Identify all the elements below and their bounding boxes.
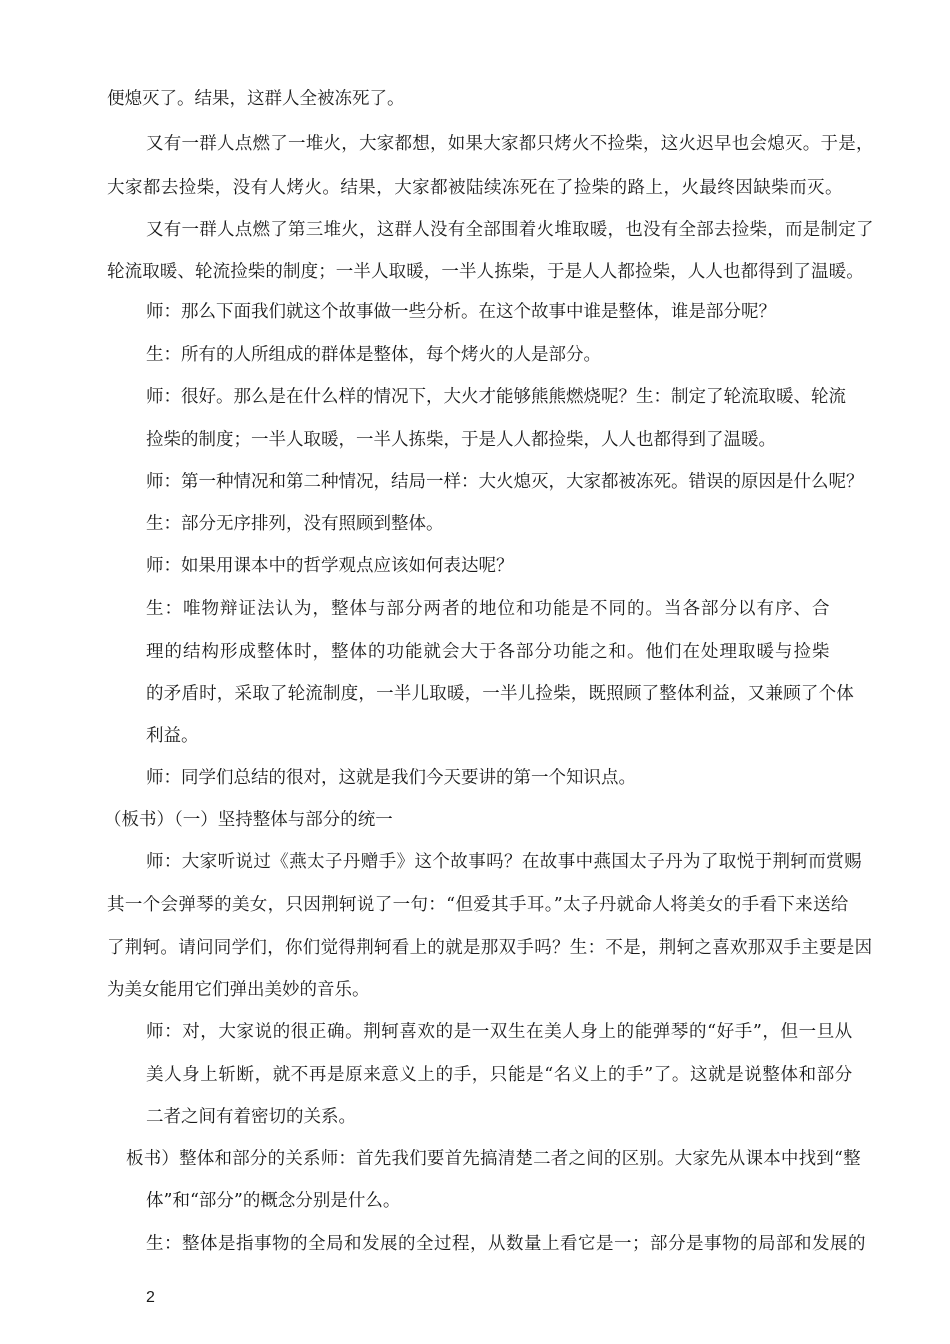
text-line: 捡柴的制度；一半人取暖，一半人拣柴，于是人人都捡柴，人人也都得到了温暖。: [146, 430, 776, 450]
page-number: 2: [146, 1289, 155, 1306]
text-line: 美人身上斩断，就不再是原来意义上的手，只能是“名义上的手”了。这就是说整体和部分: [146, 1065, 853, 1085]
text-line: 师：大家听说过《燕太子丹赠手》这个故事吗？在故事中燕国太子丹为了取悦于荆轲而赏赐: [146, 852, 862, 872]
text-line: 轮流取暖、轮流捡柴的制度；一半人取暖，一半人拣柴，于是人人都捡柴，人人也都得到了温暖。: [107, 262, 864, 282]
text-line: 便熄灭了。结果，这群人全被冻死了。: [107, 89, 405, 109]
text-line: 生：唯物辩证法认为，整体与部分两者的地位和功能是不同的。当各部分以有序、合: [146, 599, 831, 619]
text-line: 师：第一种情况和第二种情况，结局一样：大火熄灭，大家都被冻死。错误的原因是什么呢？: [146, 472, 864, 492]
text-line: 的矛盾时，采取了轮流制度，一半儿取暖，一半儿捡柴，既照顾了整体利益，又兼顾了个体: [146, 684, 854, 704]
text-line: 了荆轲。请问同学们，你们觉得荆轲看上的就是那双手吗？生：不是，荆轲之喜欢那双手主要是因: [107, 938, 873, 958]
text-line: 又有一群人点燃了一堆火，大家都想，如果大家都只烤火不捡柴，这火迟早也会熄灭。于是，: [146, 134, 874, 154]
text-line: 师：那么下面我们就这个故事做一些分析。在这个故事中谁是整体，谁是部分呢？: [146, 302, 776, 322]
text-line: 二者之间有着密切的关系。: [146, 1107, 356, 1127]
text-line: 师：如果用课本中的哲学观点应该如何表达呢？: [146, 556, 514, 576]
text-line: 生：所有的人所组成的群体是整体，每个烤火的人是部分。: [146, 345, 601, 365]
board-heading: 板书）整体和部分的关系师：首先我们要首先搞清楚二者之间的区别。大家先从课本中找到“整: [126, 1149, 861, 1169]
text-line: 又有一群人点燃了第三堆火，这群人没有全部围着火堆取暖，也没有全部去捡柴，而是制定了: [146, 220, 874, 240]
text-line: 师：很好。那么是在什么样的情况下，大火才能够熊熊燃烧呢？生：制定了轮流取暖、轮流: [146, 387, 846, 407]
text-line: 体”和“部分”的概念分别是什么。: [146, 1191, 401, 1211]
text-line: 师：同学们总结的很对，这就是我们今天要讲的第一个知识点。: [146, 768, 636, 788]
text-line: 利益。: [146, 726, 199, 746]
text-line: 大家都去捡柴，没有人烤火。结果，大家都被陆续冻死在了捡柴的路上，火最终因缺柴而灭。: [107, 178, 843, 198]
board-heading: （板书）（一）坚持整体与部分的统一: [104, 810, 393, 830]
text-line: 理的结构形成整体时，整体的功能就会大于各部分功能之和。他们在处理取暖与捡柴: [146, 642, 831, 662]
text-line: 其一个会弹琴的美女，只因荆轲说了一句：“但爱其手耳。”太子丹就命人将美女的手看下来送给: [107, 895, 849, 915]
text-line: 为美女能用它们弹出美妙的音乐。: [107, 980, 370, 1000]
text-line: 生：部分无序排列，没有照顾到整体。: [146, 514, 444, 534]
text-line: 师：对，大家说的很正确。荆轲喜欢的是一双生在美人身上的能弹琴的“好手”，但一旦从: [146, 1022, 853, 1042]
text-line: 生：整体是指事物的全局和发展的全过程，从数量上看它是一；部分是事物的局部和发展的: [146, 1234, 866, 1254]
